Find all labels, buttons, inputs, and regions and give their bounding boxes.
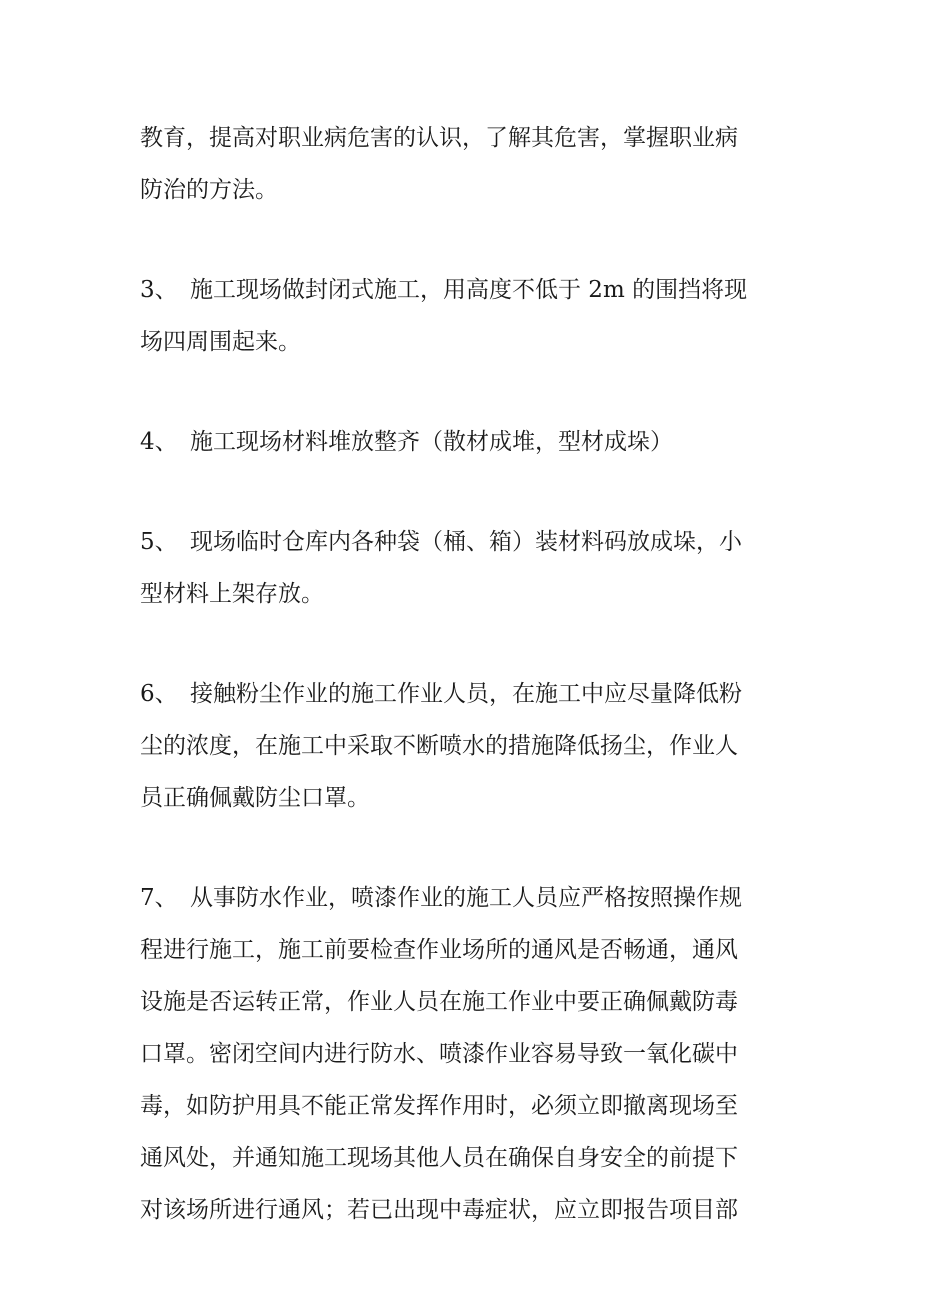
text-segment: 从事防水作业，喷漆作业的施工人员应严格按照操作规 [190,885,742,911]
text-segment: 施工现场做封闭式施工，用高度不低于 2m 的围挡将现 [190,277,748,303]
text-line: 尘的浓度，在施工中采取不断喷水的措施降低扬尘，作业人 [140,733,738,759]
text-segment: 现场临时仓库内各种袋（桶、箱）装材料码放成垛，小 [190,529,742,555]
text-line: 对该场所进行通风；若已出现中毒症状，应立即报告项目部 [140,1197,738,1223]
text-segment: 施工现场材料堆放整齐（散材成堆，型材成垛） [190,429,673,455]
item-number: 4、 [140,429,178,455]
item-number: 7、 [140,885,178,911]
text-line [140,516,790,568]
text-line [140,668,790,720]
text-line [140,872,790,924]
text-line: 防治的方法。 [140,177,278,203]
text-segment: 接触粉尘作业的施工作业人员，在施工中应尽量降低粉 [190,681,742,707]
text-line: 型材料上架存放。 [140,581,324,607]
text-line: 设施是否运转正常，作业人员在施工作业中要正确佩戴防毒 [140,989,738,1015]
text-line: 员正确佩戴防尘口罩。 [140,785,370,811]
text-line: 场四周围起来。 [140,329,301,355]
text-line: 口罩。密闭空间内进行防水、喷漆作业容易导致一氧化碳中 [140,1041,738,1067]
text-line [140,264,790,316]
paragraph-item-6 [140,668,790,824]
text-line: 毒，如防护用具不能正常发挥作用时，必须立即撤离现场至 [140,1093,738,1119]
item-number: 3、 [140,277,178,303]
item-number: 5、 [140,529,178,555]
paragraph-item-4 [140,416,790,468]
paragraph-item-3 [140,264,790,368]
paragraph-item-5 [140,516,790,620]
text-line: 通风处，并通知施工现场其他人员在确保自身安全的前提下 [140,1145,738,1171]
text-line [140,416,790,468]
text-line: 教育，提高对职业病危害的认识，了解其危害，掌握职业病 [140,125,738,151]
document-page [140,112,790,1284]
paragraph-item-7 [140,872,790,1236]
item-number: 6、 [140,681,178,707]
paragraph-continued [140,112,790,216]
text-line: 程进行施工，施工前要检查作业场所的通风是否畅通，通风 [140,937,738,963]
